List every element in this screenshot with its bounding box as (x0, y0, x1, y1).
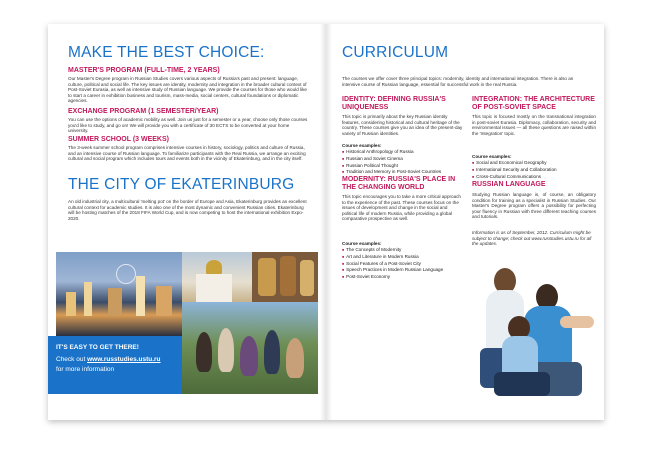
curriculum-note: Information is as of September, 2012. Curriculum might be subject to change; check out www.russtudies.ustu.ru for all the updates. (472, 230, 592, 247)
art-installation-photo (252, 252, 318, 302)
students-cutout-photo (464, 262, 604, 420)
left-page (48, 24, 326, 420)
page-gutter (320, 24, 332, 420)
right-page (326, 24, 604, 420)
integration-course-examples-label: Course examples: (472, 154, 512, 159)
list-item: ■ The Concepts of Modernity (342, 247, 466, 254)
church-photo (182, 252, 252, 302)
list-item: ■ Speech Practices in Modern Russian Language (342, 267, 466, 274)
list-item: ■ Tradition and Memory in Post-Soviet Countries (342, 169, 466, 176)
masters-heading: MASTER'S PROGRAM (FULL-TIME, 2 YEARS) (68, 67, 220, 74)
city-title: THE CITY OF EKATERINBURG (68, 176, 295, 193)
list-item: ■ Post-Soviet Economy (342, 274, 466, 281)
identity-course-examples-label: Course examples: (342, 143, 382, 148)
list-item: ■ Social and Economical Geography (472, 160, 598, 167)
list-item: ■ Russian Political Thought (342, 163, 466, 170)
banner-check-line (56, 356, 161, 363)
integration-course-list (472, 160, 598, 180)
curriculum-title: CURRICULUM (342, 44, 449, 61)
brochure-spread (48, 24, 604, 420)
identity-text: This topic is primarily about the key Russian identity features, considering historical and cultural heritage of the country. These courses give you an idea of the present-day variety of Russian identities. (342, 114, 463, 136)
exchange-text: You can use the options of academic mobility as well. Join us just for a semester or a year, choose only those courses you'd like to study, and go on! We will provide you with a certificate of 30 ECTS to be converted at your home university. (68, 117, 308, 134)
banner-url-link[interactable]: www.russtudies.ustu.ru (87, 356, 161, 363)
city-night-photo (56, 252, 182, 336)
list-item: ■ Historical Anthropology of Russia (342, 149, 466, 156)
students-group-photo (182, 302, 318, 394)
banner-more-info: for more information (56, 366, 115, 373)
page-title-best-choice: MAKE THE BEST CHOICE: (68, 44, 265, 61)
banner-headline: IT'S EASY TO GET THERE! (56, 344, 139, 351)
modernity-heading: MODERNITY: RUSSIA'S PLACE IN THE CHANGING WORLD (342, 176, 456, 191)
summer-text: The 3-week summer school program comprises intensive courses in history, sociology, politics and culture of Russia, and an intensive course of Russian language. To familiarize participants with the Real Russia, we arrange an exciting cultural and social program which includes tours and events both in the vicinity of Ekaterinburg, and in the city itself. (68, 145, 306, 162)
modernity-text: This topic encourages you to take a more critical approach to the experience of the past. These courses focus on the issues of development and change in the social and political life of modern Russia, while providing a global comparative prospective as well. (342, 194, 461, 222)
banner-check-label: Check out (56, 356, 86, 363)
city-text: An old industrial city, a multicultural 'melting pot' on the border of Europe and Asia, Ekaterinburg provides an excellent cultural context for academic studies. It is also one of the most dynamic and convenient Russian cities. Ekaterinburg will be hosting matches of the 2018 FIFA World Cup, and is now competing to host the international exhibition Expo-2020. (68, 199, 307, 221)
list-item: ■ International Security and Collaboration (472, 167, 598, 174)
list-item: ■ Art and Literature in Modern Russia (342, 254, 466, 261)
list-item: ■ Social Features of a Post-Soviet City (342, 261, 466, 268)
integration-heading: INTEGRATION: THE ARCHITECTURE OF POST-SOVIET SPACE (472, 96, 595, 111)
identity-course-list (342, 149, 466, 176)
curriculum-intro: The courses we offer cover three principal topics: modernity, identity and international integration. There is also an intensive course of Russian language, essential for successful work in the real Russia. (342, 76, 574, 87)
summer-heading: SUMMER SCHOOL (3 WEEKS) (68, 136, 169, 143)
identity-heading: IDENTITY: DEFINING RUSSIA'S UNIQUENESS (342, 96, 446, 111)
travel-banner (48, 336, 182, 394)
modernity-course-list (342, 247, 466, 281)
language-text: Studying Russian language is, of course, an obligatory condition for training as a specialist in Russian Studies. Our Master's Degree program offers a possibility for perfecting your fluency in Russian with three different teaching courses and tutorials. (472, 192, 596, 220)
language-heading: RUSSIAN LANGUAGE (472, 181, 546, 188)
integration-text: This topic is focused mostly on the transnational integration in post-soviet Eurasia. Diplomacy, collaboration, security and environmental issues — all these questions are raised within the 'Integration' topic. (472, 114, 596, 136)
masters-text: Our Master's Degree program in Russian Studies covers various aspects of Russia's past and present: language, culture, political and social life. The key issues are identity, modernity and integration in the broader cultural context of Post-Soviet Eurasia, as well as intensive study of Russian language. We provide the courses for those who would like to start a career in exhibition business and tourism, mass-media, social centers, cultural foundations or diplomatic agencies. (68, 76, 307, 104)
list-item: ■ Cross-Cultural Communications (472, 174, 598, 181)
exchange-heading: EXCHANGE PROGRAM (1 SEMESTER/YEAR) (68, 108, 219, 115)
list-item: ■ Russian and Soviet Cinema (342, 156, 466, 163)
modernity-course-examples-label: Course examples: (342, 241, 382, 246)
